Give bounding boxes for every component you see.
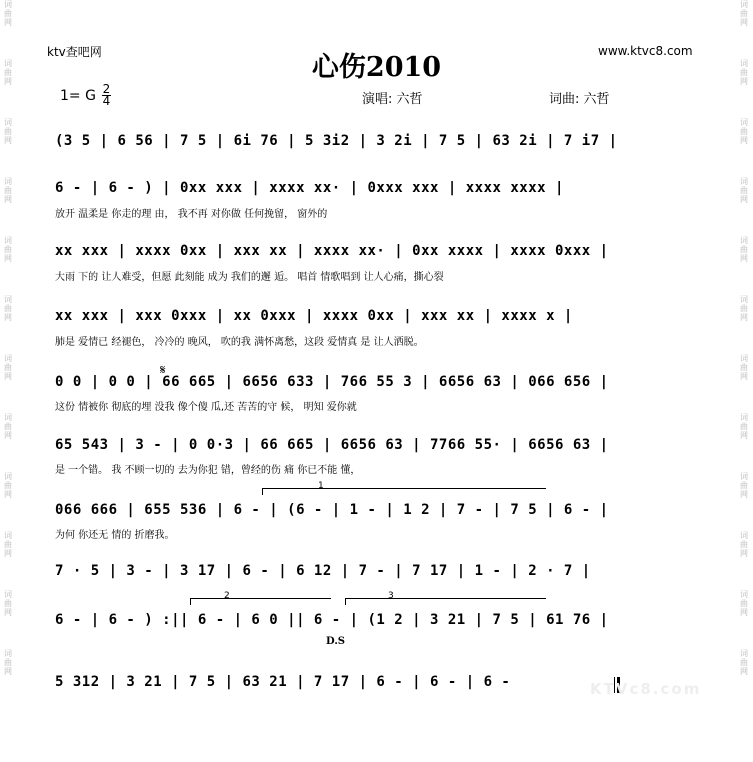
watermark-text — [738, 531, 750, 558]
watermark-text — [2, 354, 14, 381]
song-title: 心伤2010 — [311, 52, 442, 83]
watermark-text — [738, 177, 750, 204]
watermark-char: 曲 — [740, 599, 748, 608]
watermark-char: 曲 — [740, 658, 748, 667]
watermark-char: 网 — [740, 372, 748, 381]
watermark-char: 词 — [740, 413, 748, 422]
lyricist-credit: 词曲: 六哲 — [549, 92, 610, 107]
watermark-char: 曲 — [740, 540, 748, 549]
watermark-char: 曲 — [740, 363, 748, 372]
watermark-char: 网 — [740, 431, 748, 440]
watermark-char: 词 — [740, 472, 748, 481]
watermark-text — [2, 649, 14, 676]
watermark-text — [738, 0, 750, 27]
watermark-char: 词 — [740, 590, 748, 599]
watermark-char: 曲 — [4, 540, 12, 549]
watermark-char: 词 — [4, 236, 12, 245]
watermark-text — [738, 295, 750, 322]
watermark-char: 网 — [740, 136, 748, 145]
watermark-char: 曲 — [4, 245, 12, 254]
watermark-char: 词 — [4, 59, 12, 68]
watermark-char: 曲 — [740, 68, 748, 77]
watermark-text — [2, 118, 14, 145]
watermark-char: 词 — [4, 0, 12, 9]
score-line-6: 65 543 | 3 - | 0 0·3 | 66 665 | 6656 63 | 7766 55· | 6656 63 | — [55, 437, 609, 453]
watermark-char: 词 — [740, 0, 748, 9]
dal-segno-mark: D.S — [326, 636, 346, 647]
watermark-char: 网 — [4, 77, 12, 86]
watermark-char: 词 — [740, 236, 748, 245]
watermark-char: 词 — [4, 413, 12, 422]
singer-credit: 演唱: 六哲 — [362, 92, 423, 107]
watermark-char: 网 — [4, 313, 12, 322]
watermark-char: 网 — [4, 608, 12, 617]
watermark-char: 网 — [740, 313, 748, 322]
time-denominator: 4 — [102, 94, 111, 108]
watermark-char: 曲 — [740, 127, 748, 136]
watermark-text — [2, 236, 14, 263]
watermark-char: 词 — [740, 354, 748, 363]
watermark-char: 网 — [4, 549, 12, 558]
watermark-text — [2, 413, 14, 440]
watermark-char: 曲 — [740, 186, 748, 195]
watermark-char: 网 — [740, 77, 748, 86]
watermark-text — [738, 236, 750, 263]
watermark-char: 曲 — [4, 363, 12, 372]
watermark-char: 曲 — [4, 658, 12, 667]
lyric-line-3: 大雨 下的 让人难受，但愿 此刻能 成为 我们的邂 逅。 唱首 情歌唱到 让人心痛，撕心裂 — [55, 272, 444, 283]
volta-2-label: 2 — [224, 591, 230, 601]
watermark-char: 曲 — [740, 422, 748, 431]
watermark-char: 曲 — [740, 245, 748, 254]
watermark-char: 词 — [4, 472, 12, 481]
watermark-text — [738, 472, 750, 499]
score-line-10: 5 312 | 3 21 | 7 5 | 63 21 | 7 17 | 6 - | 6 - | 6 - — [55, 674, 511, 690]
watermark-text — [2, 472, 14, 499]
watermark-char: 网 — [740, 549, 748, 558]
watermark-char: 网 — [4, 490, 12, 499]
watermark-char: 曲 — [740, 304, 748, 313]
watermark-char: 词 — [740, 649, 748, 658]
watermark-strip-left — [2, 0, 14, 762]
watermark-char: 网 — [4, 667, 12, 676]
watermark-char: 词 — [4, 590, 12, 599]
watermark-char: 网 — [4, 431, 12, 440]
watermark-char: 曲 — [4, 304, 12, 313]
watermark-char: 词 — [4, 531, 12, 540]
watermark-char: 词 — [4, 118, 12, 127]
score-line-5: 0 0 | 0 0 | 66 665 | 6656 633 | 766 55 3 | 6656 63 | 066 656 | — [55, 374, 609, 390]
watermark-char: 曲 — [4, 127, 12, 136]
watermark-char: 曲 — [740, 481, 748, 490]
watermark-text — [738, 354, 750, 381]
score-line-7: 066 666 | 655 536 | 6 - | (6 - | 1 - | 1 2 | 7 - | 7 5 | 6 - | — [55, 502, 609, 518]
segno-sign: 𝄋 — [160, 363, 166, 378]
watermark-char: 词 — [740, 118, 748, 127]
brand-watermark: KTVc8.com — [590, 680, 702, 698]
score-line-9: 6 - | 6 - ) :|| 6 - | 6 0 || 6 - | (1 2 | 3 21 | 7 5 | 61 76 | — [55, 612, 609, 628]
time-signature — [102, 84, 111, 107]
lyric-line-7: 为何 你还无 情的 折磨我。 — [55, 530, 175, 541]
watermark-char: 曲 — [4, 186, 12, 195]
site-url: www.ktvc8.com — [598, 44, 693, 58]
watermark-char: 网 — [740, 667, 748, 676]
watermark-text — [738, 590, 750, 617]
watermark-text — [2, 0, 14, 27]
watermark-char: 网 — [4, 372, 12, 381]
watermark-text — [738, 118, 750, 145]
watermark-char: 网 — [740, 254, 748, 263]
watermark-char: 网 — [740, 608, 748, 617]
watermark-char: 曲 — [4, 599, 12, 608]
watermark-char: 词 — [740, 295, 748, 304]
watermark-text — [2, 177, 14, 204]
watermark-char: 曲 — [4, 422, 12, 431]
watermark-char: 网 — [740, 490, 748, 499]
watermark-text — [2, 531, 14, 558]
watermark-char: 词 — [4, 354, 12, 363]
watermark-char: 词 — [740, 177, 748, 186]
score-line-4: xx xxx | xxx 0xxx | xx 0xxx | xxxx 0xx | xxx xx | xxxx x | — [55, 308, 573, 324]
watermark-text — [738, 649, 750, 676]
watermark-char: 网 — [4, 136, 12, 145]
score-line-2: 6 - | 6 - ) | 0xx xxx | xxxx xx· | 0xxx xxx | xxxx xxxx | — [55, 180, 564, 196]
volta-3-label: 3 — [388, 591, 394, 601]
watermark-char: 曲 — [4, 9, 12, 18]
watermark-char: 曲 — [740, 9, 748, 18]
lyric-line-5: 这份 情被你 彻底的埋 没我 像个傻 瓜,还 苦苦的守 候， 明知 爱你就 — [55, 402, 357, 413]
watermark-strip-right — [738, 0, 750, 762]
watermark-text — [738, 413, 750, 440]
watermark-text — [2, 295, 14, 322]
watermark-char: 词 — [740, 531, 748, 540]
watermark-char: 网 — [740, 195, 748, 204]
score-line-8: 7 · 5 | 3 - | 3 17 | 6 - | 6 12 | 7 - | 7 17 | 1 - | 2 · 7 | — [55, 563, 591, 579]
watermark-char: 词 — [4, 177, 12, 186]
lyric-line-4: 肺是 爱情已 经褪色， 冷冷的 晚风， 吹的我 满怀离愁，这段 爱情真 是 让人洒脱。 — [55, 337, 424, 348]
volta-2-bracket — [190, 598, 331, 605]
score-line-3: xx xxx | xxxx 0xx | xxx xx | xxxx xx· | 0xx xxxx | xxxx 0xxx | — [55, 243, 609, 259]
watermark-char: 词 — [4, 295, 12, 304]
volta-1-bracket — [262, 488, 546, 495]
watermark-char: 曲 — [4, 481, 12, 490]
watermark-char: 词 — [4, 649, 12, 658]
watermark-char: 曲 — [4, 68, 12, 77]
time-numerator: 2 — [102, 82, 111, 96]
watermark-char: 词 — [740, 59, 748, 68]
lyric-line-2: 放开 温柔是 你走的理 由， 我不再 对你做 任何挽留， 窗外的 — [55, 209, 328, 220]
watermark-char: 网 — [740, 18, 748, 27]
lyric-line-6: 是 一个错。 我 不顾一切的 去为你犯 错，曾经的伤 痛 你已不能 懂， — [55, 465, 361, 476]
key-signature: 1= G — [60, 88, 96, 104]
volta-3-bracket — [345, 598, 546, 605]
watermark-char: 网 — [4, 254, 12, 263]
score-line-1: (3 5 | 6 56 | 7 5 | 6i 76 | 5 3i2 | 3 2i | 7 5 | 63 2i | 7 i7 | — [55, 133, 618, 149]
watermark-text — [2, 590, 14, 617]
volta-1-label: 1 — [318, 481, 324, 491]
watermark-char: 网 — [4, 18, 12, 27]
watermark-char: 网 — [4, 195, 12, 204]
site-name: ktv查吧网 — [47, 45, 102, 59]
